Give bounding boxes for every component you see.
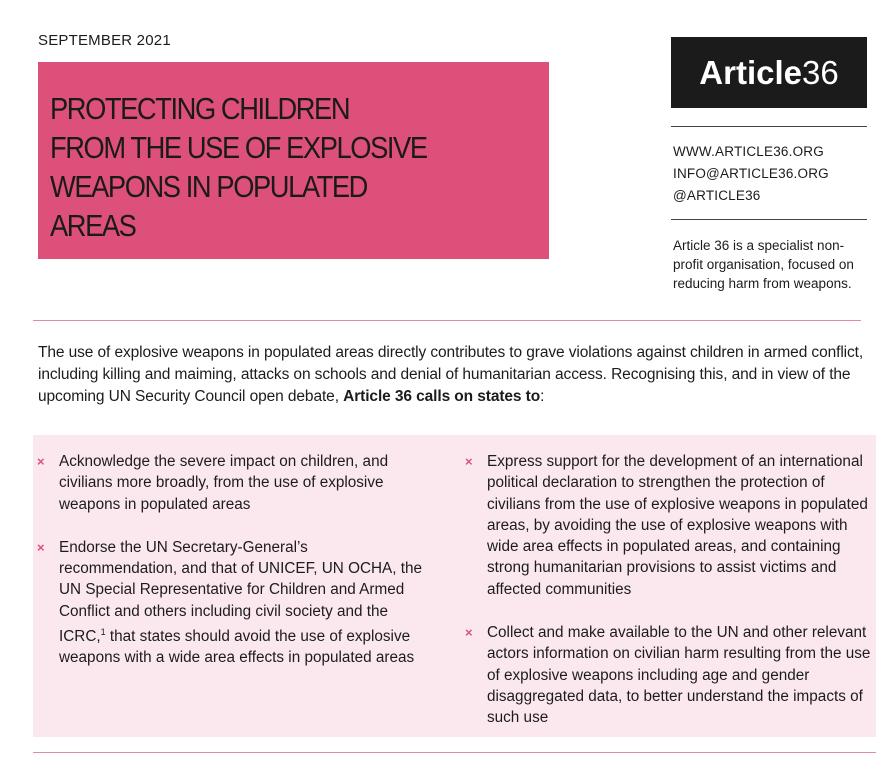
intro-text: The use of explosive weapons in populated areas directly contributes to grave violations against children in armed conflict, including killing and maiming, attacks on schools and denial of humanitarian access. Recognising this, and in view of the upcoming UN Security Council open debate, — [38, 344, 864, 405]
logo-number: 36 — [802, 53, 839, 91]
item-text-continued: that states should avoid the use of explosive weapons with a wide area effects in populated areas — [59, 628, 415, 667]
cross-bullet-icon: × — [37, 539, 45, 555]
divider — [671, 219, 867, 220]
item-text: Express support for the development of an international political declaration to strengthen the protection of civilians from the use of explosive weapons in populated areas, by avoiding the use of explosive weapons with wide area effects in populated areas, and containing strong humanitarian provisions to assist victims and affected communities — [487, 453, 868, 598]
title-line: AREAS — [50, 208, 136, 243]
item-text: Endorse the UN Secretary-General’s recommendation, and that of UNICEF, UN OCHA, the UN Special Representative for Children and Armed Conflict and others including civil society and the ICRC, — [59, 538, 423, 646]
list-item — [37, 537, 429, 669]
list-item — [465, 622, 877, 728]
calls-column-left — [37, 451, 429, 691]
intro-paragraph — [38, 342, 868, 408]
email-link[interactable]: INFO@ARTICLE36.ORG — [673, 166, 829, 181]
cross-bullet-icon: × — [465, 454, 473, 469]
cross-bullet-icon: × — [465, 625, 473, 641]
list-item — [465, 451, 877, 600]
website-link[interactable]: WWW.ARTICLE36.ORG — [673, 144, 824, 159]
title-banner — [38, 62, 549, 259]
organisation-description: Article 36 is a specialist non-profit organisation, focused on reducing harm from weapons. — [673, 238, 854, 291]
calls-column-right — [465, 451, 877, 751]
article36-logo — [671, 37, 867, 108]
title-line: FROM THE USE OF EXPLOSIVE — [50, 130, 427, 165]
divider — [671, 126, 867, 127]
intro-end: : — [540, 388, 545, 405]
title-line: WEAPONS IN POPULATED — [50, 169, 367, 204]
publication-date: SEPTEMBER 2021 — [38, 32, 171, 49]
logo-word: Article — [699, 53, 802, 91]
section-divider — [33, 752, 876, 753]
contact-block — [673, 141, 829, 207]
intro-emphasis: Article 36 calls on states to — [343, 388, 541, 405]
item-text: Collect and make available to the UN and other relevant actors information on civilian harm resulting from the use of explosive weapons including age and gender disaggregated data, to better understand the impacts of such use — [487, 624, 871, 727]
item-text: Acknowledge the severe impact on children, and civilians more broadly, from the use of explosive weapons in populated areas — [59, 453, 389, 513]
page-title — [50, 89, 464, 245]
list-item — [37, 451, 429, 515]
section-divider — [33, 320, 861, 321]
cross-bullet-icon: × — [37, 454, 45, 469]
title-line: PROTECTING CHILDREN — [50, 91, 350, 126]
calls-panel — [33, 435, 876, 737]
footnote-marker[interactable]: 1 — [100, 627, 106, 638]
social-handle-link[interactable]: @ARTICLE36 — [673, 188, 761, 203]
